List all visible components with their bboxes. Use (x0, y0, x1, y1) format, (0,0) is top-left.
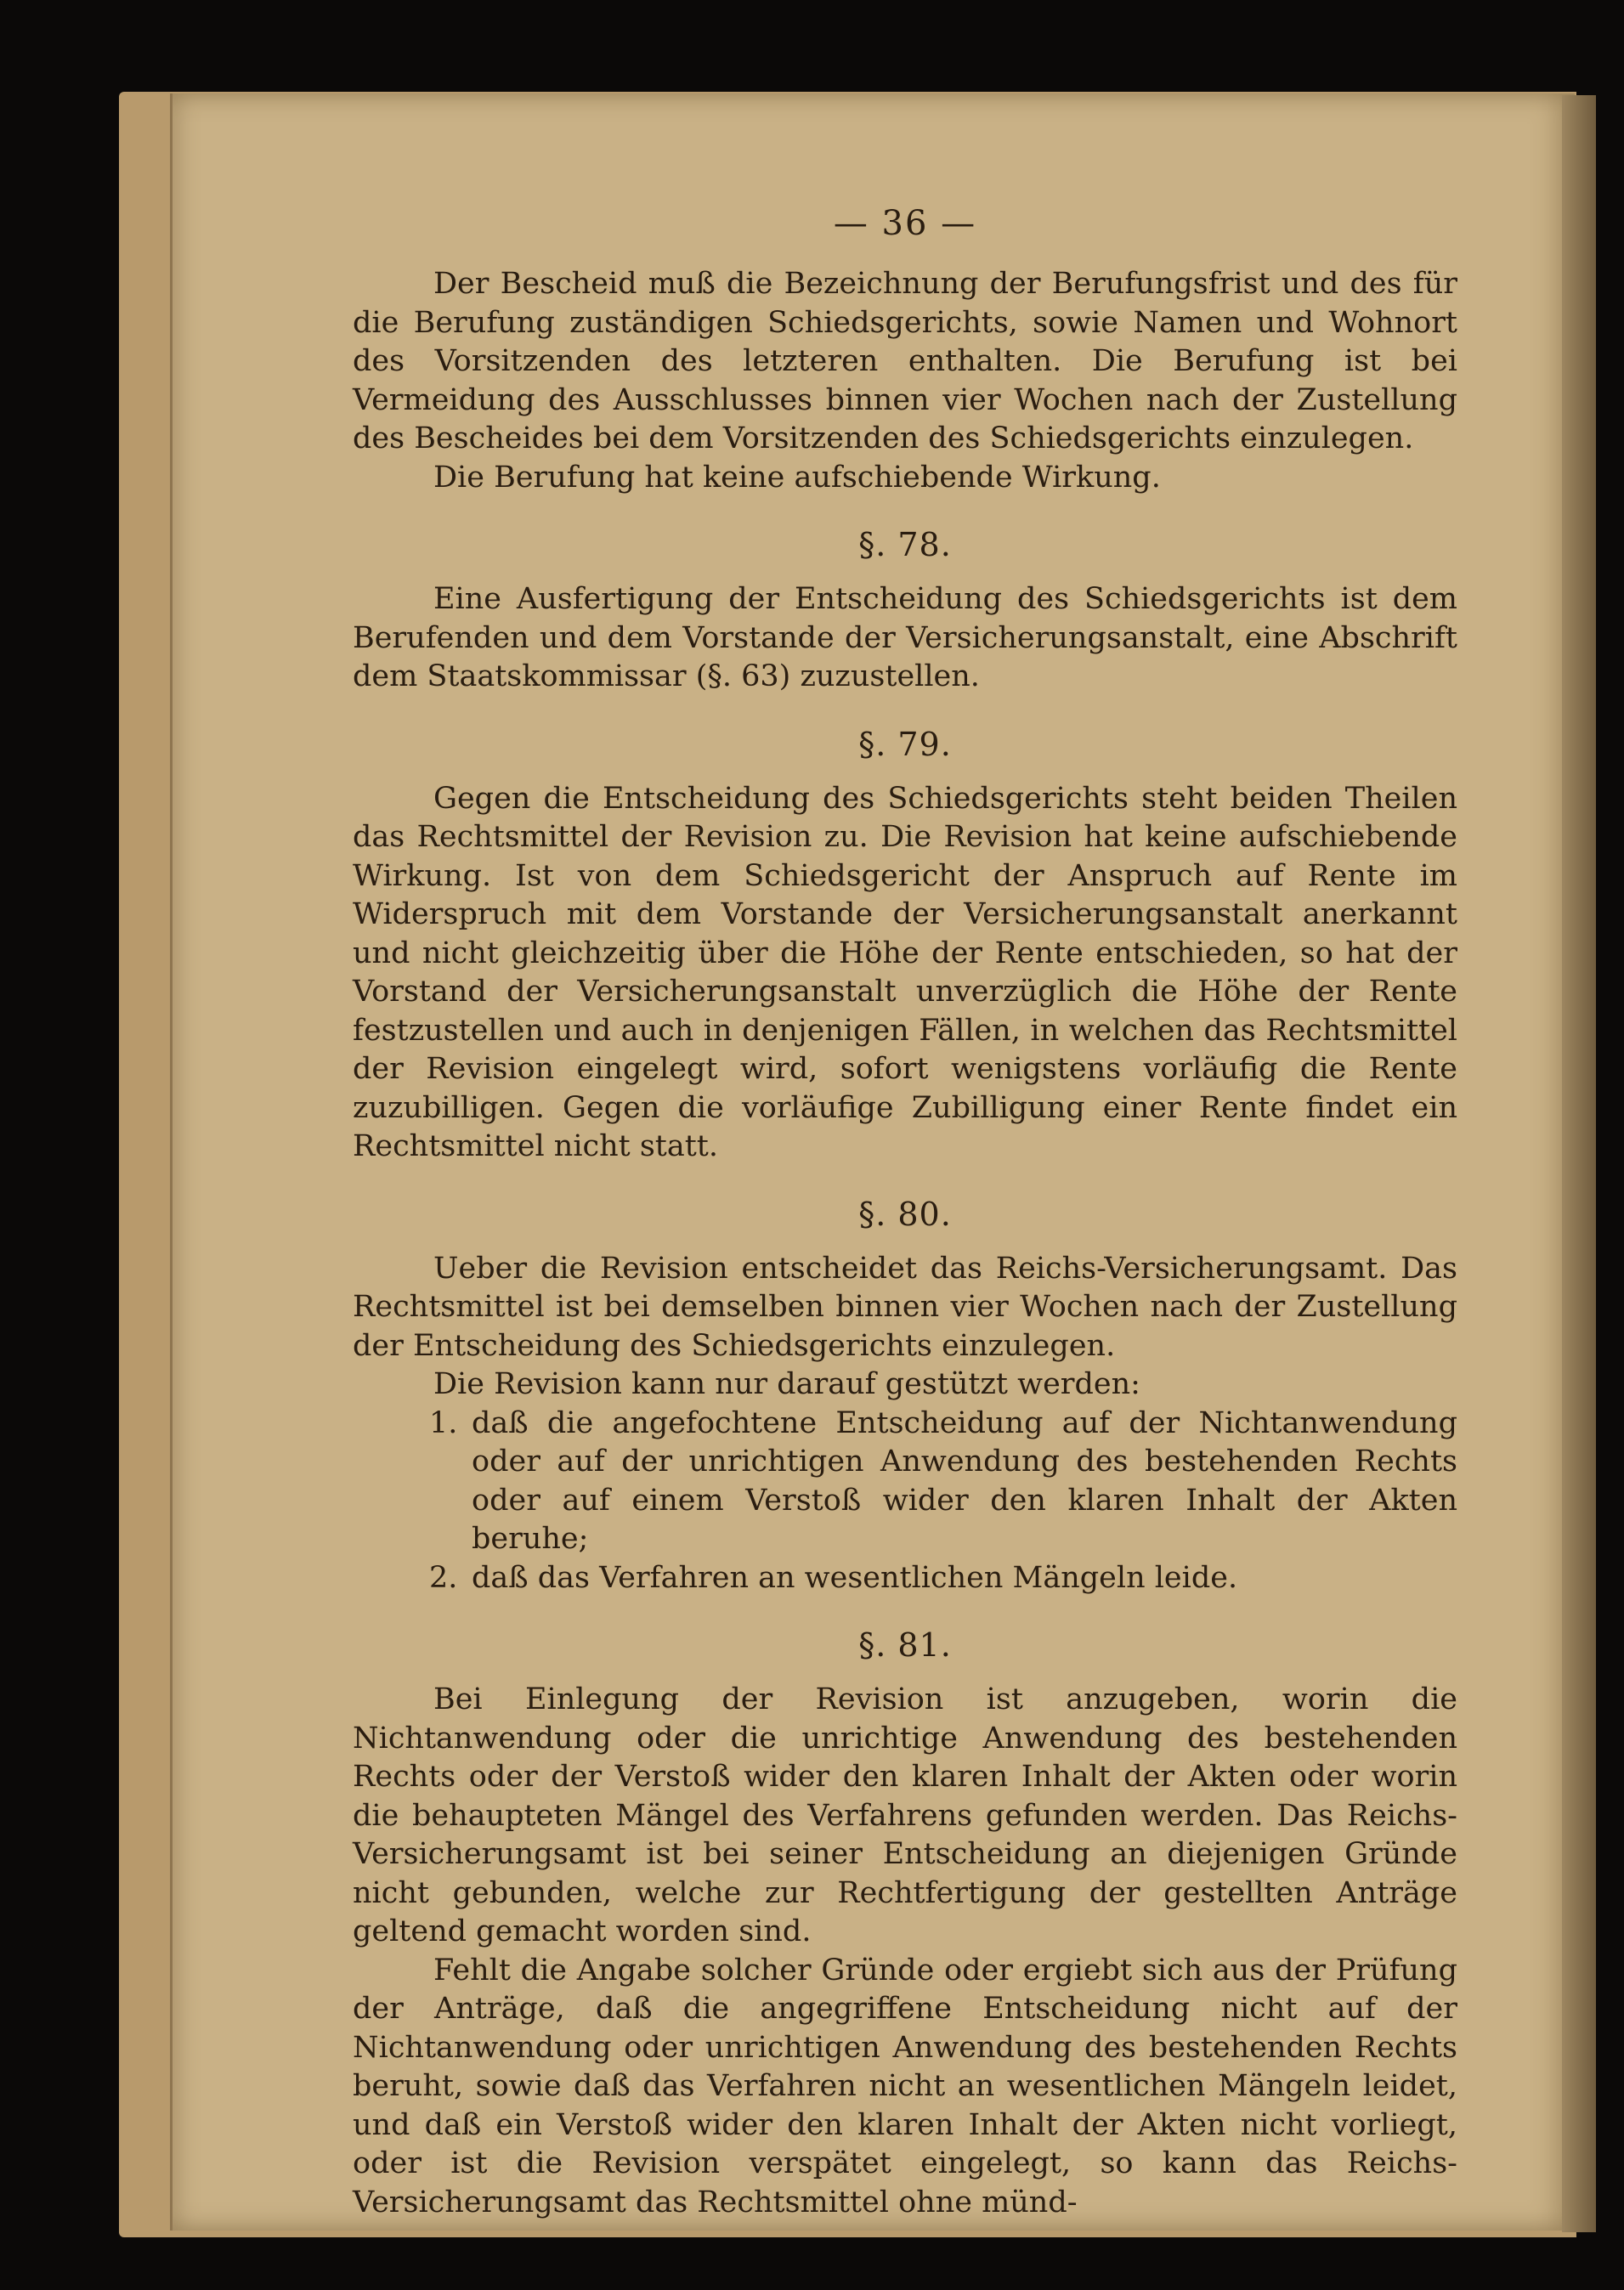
section-heading: §. 80. (858, 1195, 952, 1233)
paragraph: Fehlt die Angabe solcher Gründe oder ergiebt sich aus der Prüfung der Anträge, daß die angegriffene Entscheidung nicht auf der Nichtanwendung oder unrichtigen Anwendung des bestehenden Rechts beruht, sowie daß das Verfahren nicht an wesentlichen Mängeln leidet, und daß ein Verstoß wider den klaren Inhalt der Akten nicht vorliegt, oder ist die Revision verspätet eingelegt, so kann das Reichs-Versicherungsamt das Rechtsmittel ohne münd- (353, 1953, 1457, 2219)
paragraph: Die Revision kann nur darauf gestützt werden: (433, 1367, 1140, 1401)
paragraph: Bei Einlegung der Revision ist anzugeben, worin die Nichtanwendung oder die unrichtige Anwendung des bestehenden Rechts oder der Verstoß wider den klaren Inhalt der Akten oder worin die behaupteten Mängel des Verfahrens gefunden werden. Das Reichs-Versicherungsamt ist bei seiner Entscheidung an diejenigen Gründe nicht gebunden, welche zur Rechtfertigung der gestellten Anträge geltend gemacht worden sind. (353, 1682, 1457, 1948)
book-spine (1562, 95, 1596, 2232)
section-heading: §. 81. (858, 1626, 952, 1664)
page-number: — 36 — (833, 204, 977, 243)
paragraph: Eine Ausfertigung der Entscheidung des Schiedsgerichts ist dem Berufenden und dem Vorstande der Versicherungsanstalt, eine Abschrift dem Staatskommissar (§. 63) zuzustellen. (353, 582, 1457, 693)
paragraph: Der Bescheid muß die Bezeichnung der Berufungsfrist und des für die Berufung zuständigen Schiedsgerichts, sowie Namen und Wohnort des Vorsitzenden des letzteren enthalten. Die Berufung ist bei Vermeidung des Ausschlusses binnen vier Wochen nach der Zustellung des Bescheides bei dem Vorsitzenden des Schiedsgerichts einzulegen. (353, 267, 1457, 455)
page-text (353, 204, 1457, 2222)
paragraph: Gegen die Entscheidung des Schiedsgerichts steht beiden Theilen das Rechtsmittel der Revision zu. Die Revision hat keine aufschiebende Wirkung. Ist von dem Schiedsgericht der Anspruch auf Rente im Widerspruch mit dem Vorstande der Versicherungsanstalt anerkannt und nicht gleichzeitig über die Höhe der Rente entschieden, so hat der Vorstand der Versicherungsanstalt unverzüglich die Höhe der Rente festzustellen und auch in denjenigen Fällen, in welchen das Rechtsmittel der Revision eingelegt wird, sofort wenigstens vorläufig die Rente zuzubilligen. Gegen die vorläufige Zubilligung einer Rente findet ein Rechtsmittel nicht statt. (353, 781, 1457, 1163)
list-item (353, 1559, 1457, 1598)
revision-grounds-list (353, 1405, 1457, 1598)
list-text: daß die angefochtene Entscheidung auf der Nichtanwendung oder auf der unrichtigen Anwendung des bestehenden Rechts oder auf einem Verstoß wider den klaren Inhalt der Akten beruhe; (472, 1405, 1457, 1556)
list-number: 1. (429, 1405, 458, 1440)
paragraph: Ueber die Revision entscheidet das Reichs-Versicherungsamt. Das Rechtsmittel ist bei demselben binnen vier Wochen nach der Zustellung der Entscheidung des Schiedsgerichts einzulegen. (353, 1251, 1457, 1363)
list-item (353, 1405, 1457, 1559)
paragraph: Die Berufung hat keine aufschiebende Wirkung. (433, 460, 1161, 495)
list-text: daß das Verfahren an wesentlichen Mängeln leide. (472, 1560, 1238, 1595)
section-heading: §. 78. (858, 526, 952, 563)
section-heading: §. 79. (858, 725, 952, 763)
list-number: 2. (429, 1560, 458, 1595)
